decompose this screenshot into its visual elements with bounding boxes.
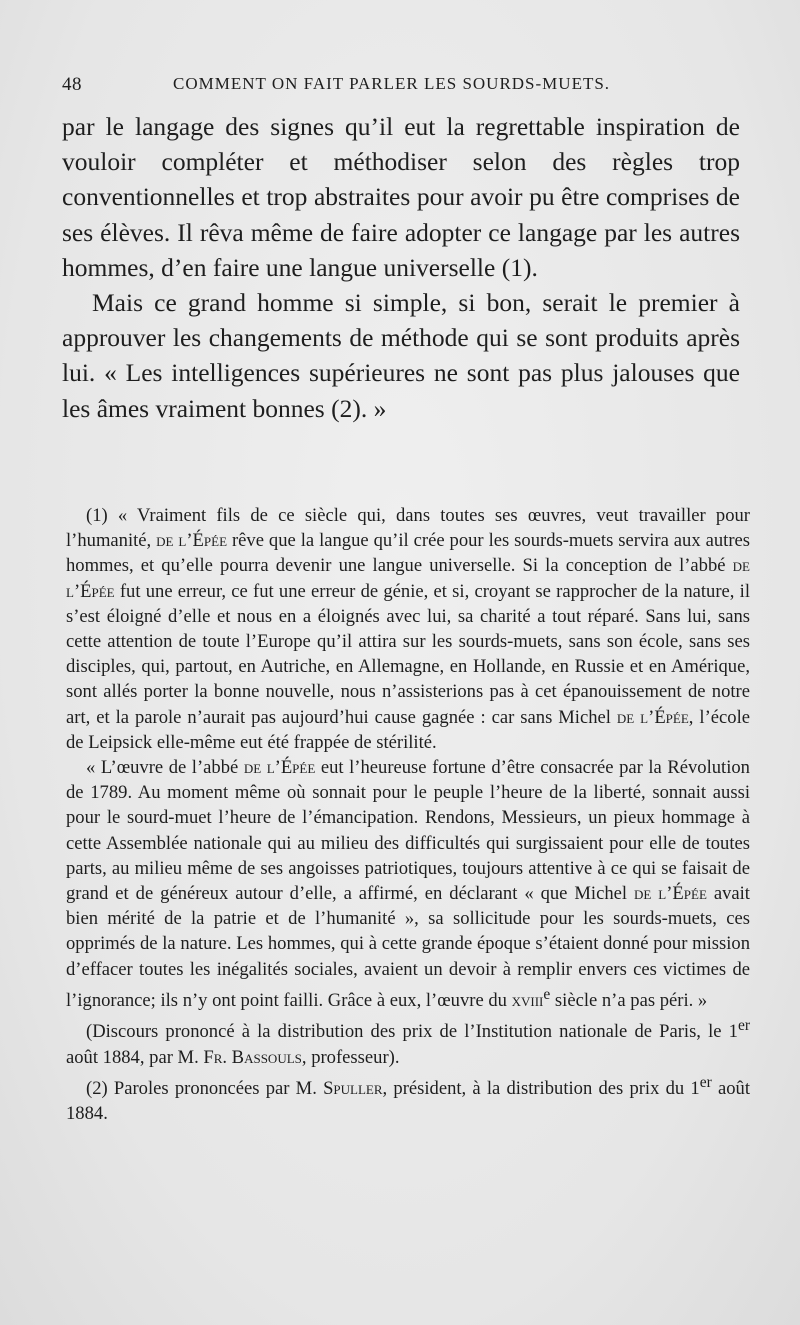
paragraph: Mais ce grand homme si simple, si bon, serait le premier à approuver les changements de méthode qui se sont produits après lui. « Les intelligences supérieures ne sont pas plus jalouses que les âmes vraiment bonnes (2). » [62,288,740,423]
author-name: Fr. Bassouls [203,1046,302,1068]
footnote-2: (2) Paroles prononcées par M. Spuller, président, à la distribution des prix du 1er août 1884. [66,1073,750,1125]
footnote-1: (1) « Vraiment fils de ce siècle qui, dans toutes ses œuvres, veut travailler pour l’humanité, de l’Épée rêve que la langue qu’il crée pour les sourds-muets servira aux autres hommes, et qu’elle pourra devenir une langue universelle. Si la conception de l’abbé de l’Épée fut une erreur, ce fut une erreur de génie, et si, croyant se rapprocher de la nature, il s’est éloigné d’elle et nous en a éloignés avec lui, sa charité a tout réparé. Sans lui, sans cette attention de toute l’Europe qu’il attira sur les sourds-muets, sans son école, sans ses disciples, qui, partout, en Autriche, en Allemagne, en Hollande, en Russie et en Amérique, sont allés porter la bonne nouvelle, nous n’assisterions pas à cet épanouissement de notre art, et la parole n’aurait pas aujourd’hui cause gagnée : car sans Michel de l’Épée, l’école de Leipsick elle-même eut été frappée de stérilité. [66,505,750,753]
superscript: er [737,1017,750,1035]
footnote-1-source: (Discours prononcé à la distribution des prix de l’Institution nationale de Paris, le 1er août 1884, par M. Fr. Bassouls, professeur). [66,1017,750,1068]
page-number: 48 [62,74,82,95]
superscript: e [543,985,551,1003]
author-name: Spuller [323,1078,383,1100]
name-de-lepee: de l’Épée [66,555,750,602]
footnotes [66,503,750,1126]
page-header [62,74,752,100]
superscript: er [699,1073,712,1091]
name-de-lepee: de l’Épée [243,757,316,779]
century-numeral: xviii [511,990,544,1012]
main-text [62,109,740,426]
name-de-lepee: de l’Épée [616,706,689,728]
running-title: COMMENT ON FAIT PARLER LES SOURDS-MUETS. [173,74,611,93]
footnote-1-continued: « L’œuvre de l’abbé de l’Épée eut l’heureuse fortune d’être consacrée par la Révolution de 1789. Au moment même où sonnait pour le peuple l’heure de la liberté, sonnait aussi pour le sourd-muet l’heure de l’émancipation. Rendons, Messieurs, un pieux hommage à cette Assemblée nationale qui au milieu des difficultés qui surgissaient pour elle de toutes parts, au milieu même de ses angoisses patriotiques, toujours attentive à ce qui se faisait de grand et de généreux autour d’elle, a affirmé, en déclarant « que Michel de l’Épée avait bien mérité de la patrie et de l’humanité », sa sollicitude pour les sourds-muets, ces opprimés de la nature. Les hommes, qui à cette grande époque s’étaient donné pour mission d’effacer toutes les inégalités sociales, avaient un devoir à remplir envers ces victimes de l’ignorance; ils n’y ont point failli. Grâce à eux, l’œuvre du xviii$^e$ siècle n’a pas péri. » [66,757,750,1012]
name-de-lepee: de l’Épée [634,883,707,905]
paragraph: par le langage des signes qu’il eut la regrettable inspiration de vouloir compléter et méthodiser selon des règles trop conventionnelles et trop abstraites pour avoir pu être comprises de ses élèves. Il rêva même de faire adopter ce langage par les autres hommes, d’en faire une langue universelle (1). [62,112,740,282]
name-de-lepee: de l’Épée [156,530,228,552]
